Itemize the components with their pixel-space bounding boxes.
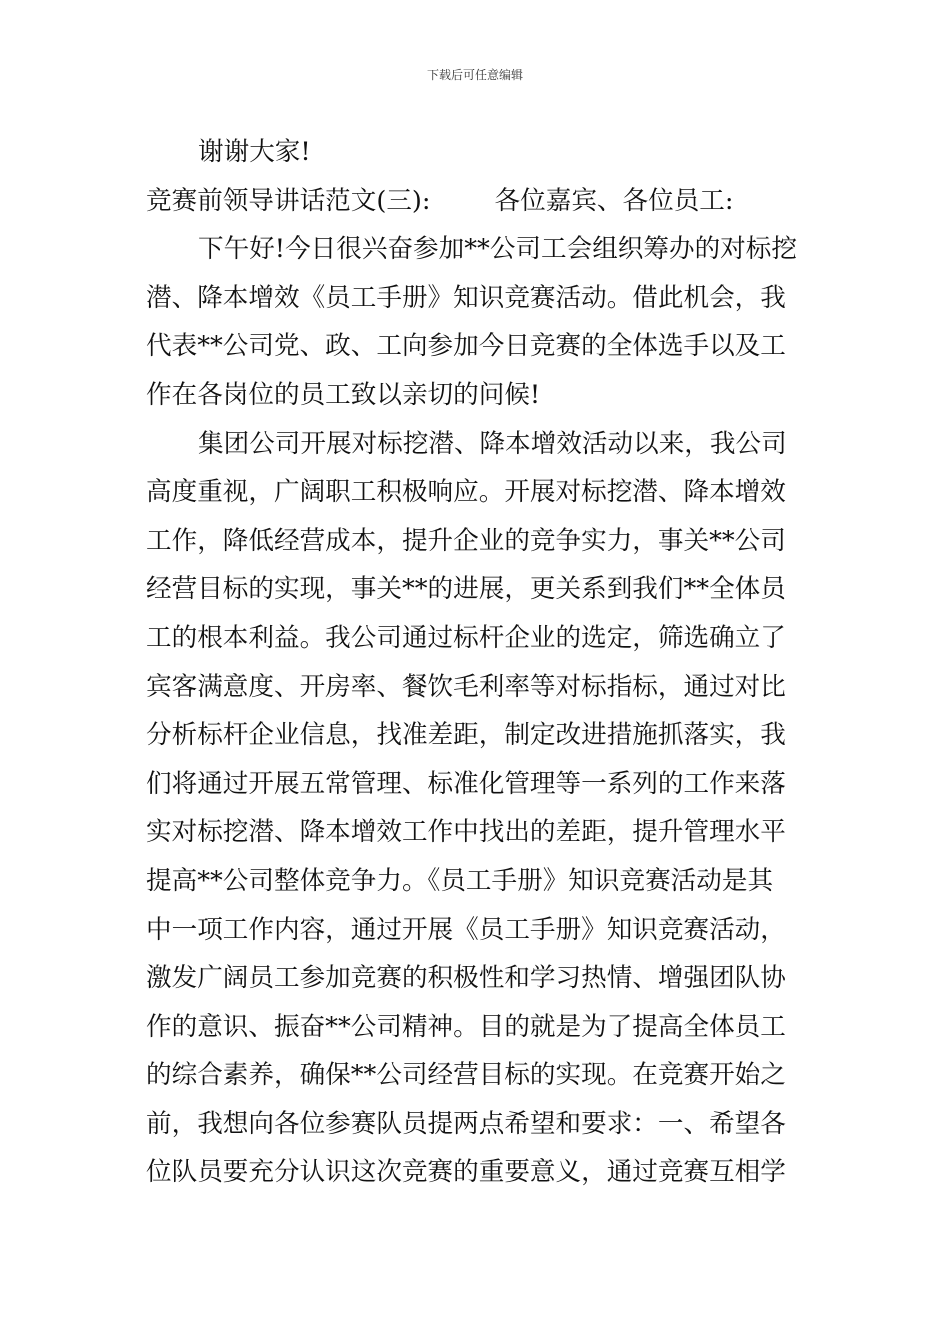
paragraph-line: 前，我想向各位参赛队员提两点希望和要求：一、希望各 bbox=[146, 1108, 786, 1139]
salutation: 各位嘉宾、各位员工: bbox=[494, 185, 734, 216]
paragraph-line: 实对标挖潜、降本增效工作中找出的差距，提升管理水平 bbox=[146, 817, 786, 848]
paragraph-line: 宾客满意度、开房率、餐饮毛利率等对标指标，通过对比 bbox=[146, 671, 786, 702]
paragraph-main bbox=[146, 420, 810, 1198]
paragraph-line: 工的根本利益。我公司通过标杆企业的选定，筛选确立了 bbox=[146, 622, 786, 653]
section-heading-line bbox=[146, 177, 810, 226]
paragraph-line: 分析标杆企业信息，找准差距，制定改进措施抓落实，我 bbox=[146, 720, 786, 751]
paragraph-line: 潜、降本增效《员工手册》知识竞赛活动。借此机会，我 bbox=[146, 282, 786, 313]
paragraph-line: 位队员要充分认识这次竞赛的重要意义，通过竞赛互相学 bbox=[146, 1157, 786, 1188]
paragraph-greeting bbox=[146, 225, 810, 419]
paragraph-line: 的综合素养，确保**公司经营目标的实现。在竞赛开始之 bbox=[146, 1060, 786, 1091]
paragraph-line: 高度重视，广阔职工积极响应。开展对标挖潜、降本增效 bbox=[146, 477, 786, 508]
paragraph-line: 作在各岗位的员工致以亲切的问候! bbox=[146, 379, 541, 410]
paragraph-line: 工作，降低经营成本，提升企业的竞争实力，事关**公司 bbox=[146, 525, 786, 556]
section-title: 竞赛前领导讲话范文(三): bbox=[146, 185, 431, 216]
paragraph-line: 经营目标的实现，事关**的进展，更关系到我们**全体员 bbox=[146, 574, 786, 605]
paragraph-line: 们将通过开展五常管理、标准化管理等一系列的工作来落 bbox=[146, 768, 786, 799]
paragraph-line: 提高**公司整体竞争力。《员工手册》知识竞赛活动是其 bbox=[146, 865, 774, 896]
closing-thanks: 谢谢大家! bbox=[198, 137, 311, 167]
paragraph-line: 下午好!今日很兴奋参加**公司工会组织筹办的对标挖 bbox=[198, 234, 797, 265]
document-body bbox=[146, 128, 810, 1197]
paragraph-line: 作的意识、振奋**公司精神。目的就是为了提高全体员工 bbox=[146, 1011, 786, 1042]
page-header: 下载后可任意编辑 bbox=[426, 68, 523, 82]
paragraph-line: 激发广阔员工参加竞赛的积极性和学习热情、增强团队协 bbox=[146, 963, 786, 994]
paragraph-line: 代表**公司党、政、工向参加今日竞赛的全体选手以及工 bbox=[146, 331, 786, 362]
paragraph-line: 集团公司开展对标挖潜、降本增效活动以来，我公司 bbox=[198, 428, 787, 459]
paragraph-line: 中一项工作内容，通过开展《员工手册》知识竞赛活动， bbox=[146, 914, 786, 945]
